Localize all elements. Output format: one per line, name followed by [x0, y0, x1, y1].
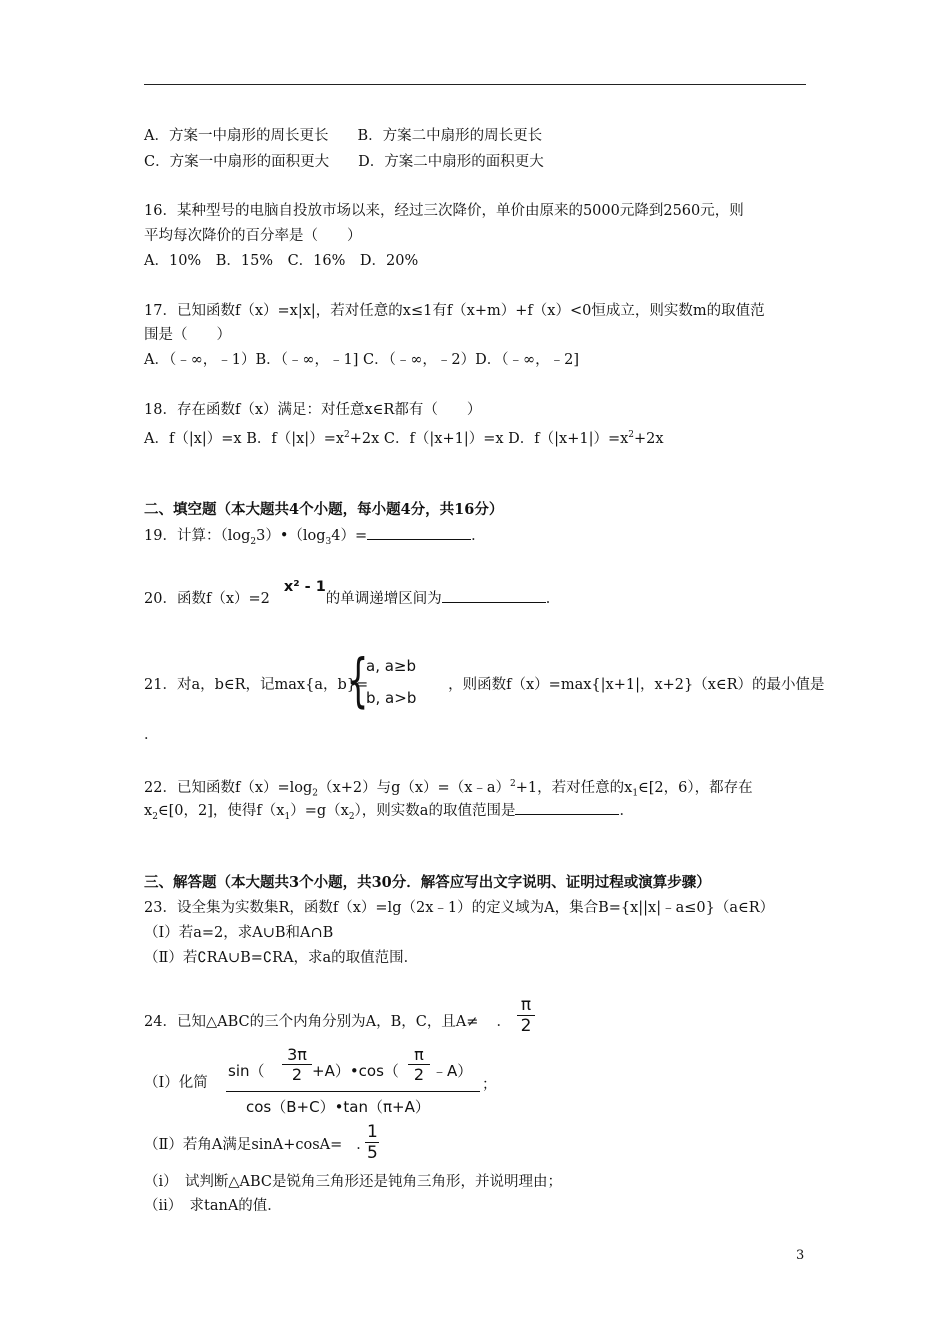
q16-stem-line2: 平均每次降价的百分率是（ ） [144, 228, 362, 244]
q15-options-cd: C．方案一中扇形的面积更大 D．方案二中扇形的面积更大 [144, 154, 544, 170]
q21-case2: b, a>b [366, 689, 417, 707]
q22-answer-blank [515, 800, 619, 815]
q24-stem-fraction: π 2 [517, 995, 535, 1036]
q17-stem-line2: 围是（ ） [144, 327, 231, 343]
section2-heading: 二、填空题（本大题共4个小题，每小题4分，共16分） [144, 501, 504, 518]
q17-stem-line1: 17．已知函数f（x）=x|x|，若对任意的x≤1有f（x+m）+f（x）<0恒成立，则实数m的取值范 [144, 303, 765, 319]
q21-brace: { [348, 646, 369, 714]
q21-end: ． [144, 727, 159, 743]
section3-heading: 三、解答题（本大题共3个小题，共30分．解答应写出文字说明、证明过程或演算步骤） [144, 874, 711, 891]
q24-part2-fraction: 1 5 [367, 1122, 378, 1163]
q24-sub-i: （i） 试判断△ABC是锐角三角形还是钝角三角形，并说明理由； [144, 1174, 563, 1190]
q24-expr-frac2: π 2 [408, 1045, 430, 1084]
q19-answer-blank [367, 525, 471, 540]
q23-stem: 23．设全集为实数集R，函数f（x）=lg（2x﹣1）的定义域为A，集合B={x||x|﹣a≤0}（a∈R） [144, 900, 775, 916]
q24-expr-denominator: cos（B+C）•tan（π+A） [246, 1098, 430, 1116]
q24-expr-sin: sin（ [228, 1062, 265, 1080]
q20-answer-blank [442, 588, 546, 603]
q24-part1-end: ； [482, 1077, 497, 1093]
q24-expr-frac1: 3π 2 [282, 1045, 312, 1084]
q24-stem: 24．已知△ABC的三个内角分别为A，B，C，且A≠ ． [144, 1014, 511, 1030]
q22-line2: $x_2\in[0$，2]，使得$f(x_1)=g(x_2)$，则实数a的取值范围是 ． [144, 800, 634, 827]
q21-case1: a, a≥b [366, 657, 417, 675]
q20-exponent: x² - 1 [283, 579, 326, 595]
q17-options: A．（﹣∞，﹣1）B．（﹣∞，﹣1] C．（﹣∞，﹣2）D．（﹣∞，﹣2] [144, 352, 579, 368]
q24-part2: （Ⅱ）若角A满足sinA+cosA= ． [144, 1137, 371, 1153]
q16-stem-line1: 16．某种型号的电脑自投放市场以来，经过三次降价，单价由原来的5000元降到2560元，则 [144, 203, 744, 219]
header-rule [144, 84, 806, 85]
q16-options: A．10% B．15% C．16% D．20% [144, 253, 419, 269]
q24-expr-mid: +A）•cos（ [312, 1062, 399, 1080]
q19-line: 19．计算：$(\log_23)•(\log_34)=$ ． [144, 525, 486, 552]
q23-part2: （Ⅱ）若∁RA∪B=∁RA，求a的取值范围． [144, 950, 419, 966]
q24-sub-ii: （ii） 求tanA的值． [144, 1198, 282, 1214]
q15-options-ab: A．方案一中扇形的周长更长 B．方案二中扇形的周长更长 [144, 128, 543, 144]
q24-expr-bar [226, 1091, 480, 1092]
q24-expr-end: ﹣A） [432, 1062, 473, 1080]
q18-options: A．f（|x|）=x B．$f(|x|)=x^2+2x$ C．f（|x+1|）=x D．$f(|x+1|)=x^2+2x$ [144, 430, 664, 447]
q21-line: 21．对a，b∈R，记max{a，b}= ，则函数f（x）=max{|x+1|，x+2}（x∈R）的最小值是 [144, 677, 825, 693]
q18-stem: 18．存在函数f（x）满足：对任意x∈R都有（ ） [144, 402, 482, 418]
q23-part1: （Ⅰ）若a=2，求A∪B和A∩B [144, 925, 334, 941]
q22-line1: 22．已知函数$f(x)=\log_2(x+2)$与g（x）=（x﹣a）$^2$+1，若对任意的$x_1\in[2$，6），都存在 [144, 779, 753, 799]
q20-line: 20．函数f（x）=2x² - 1的单调递增区间为 ． [144, 579, 561, 607]
q24-part1-label: （Ⅰ）化简 [144, 1075, 208, 1091]
page-number: 3 [796, 1248, 805, 1263]
